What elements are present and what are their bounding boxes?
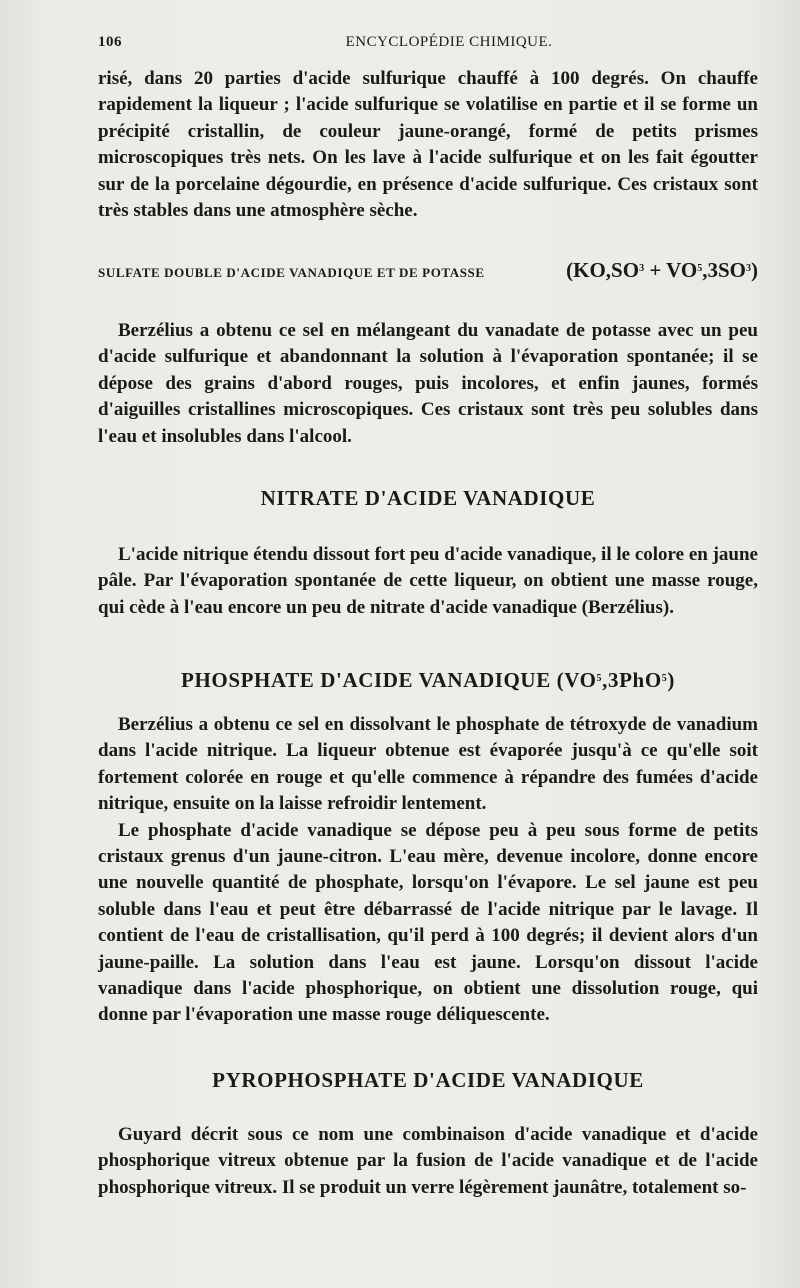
chemical-formula: $(VO^5,3PhO^5)$ <box>556 668 675 692</box>
section-heading-sulfate <box>98 258 758 283</box>
chemical-formula: $(KO,SO^3 + VO^5,3SO^3)$ <box>566 258 758 282</box>
section-title: SULFATE DOUBLE D'ACIDE VANADIQUE ET DE POTASSE <box>98 265 485 280</box>
paragraph-continuation <box>98 66 758 224</box>
running-title: ENCYCLOPÉDIE CHIMIQUE. <box>345 34 553 50</box>
section-body-nitrate <box>98 542 758 621</box>
section-body-sulfate <box>98 318 758 450</box>
page-number: 106 <box>98 34 122 50</box>
paragraph: Guyard décrit sous ce nom une combinaison d'acide vanadique et d'acide phosphorique vitreux obtenue par la fusion de l'acide vanadique et de l'acide phosphorique vitreux. Il se produit un verre légèrement jaunâtre, totalement so- <box>98 1124 758 1198</box>
section-heading-pyrophosphate: PYROPHOSPHATE D'ACIDE VANADIQUE <box>212 1068 644 1092</box>
paragraph: risé, dans 20 parties d'acide sulfurique chauffé à 100 degrés. On chauffe rapidement la liqueur ; l'acide sulfurique se volatilise en partie et il se forme un précipité cristallin, de couleur jaune-orangé, formé de petits prismes microscopiques très nets. On les lave à l'acide sulfurique et on les fait égoutter sur de la porcelaine dégourdie, en présence d'acide sulfurique. Ces cristaux sont très stables dans une atmosphère sèche. <box>98 68 758 222</box>
section-heading-phosphate <box>98 668 758 693</box>
paragraph: Berzélius a obtenu ce sel en dissolvant le phosphate de tétroxyde de vanadium dans l'acide nitrique. La liqueur obtenue est évaporée jusqu'à ce qu'elle soit fortement colorée en rouge et qu'elle commence à répandre des fumées d'acide nitrique, ensuite on la laisse refroidir lentement. <box>98 714 758 815</box>
paragraph: Le phosphate d'acide vanadique se dépose peu à peu sous forme de petits cristaux grenus d'un jaune-citron. L'eau mère, devenue incolore, donne encore une nouvelle quantité de phosphate, lorsqu'on l'évapore. Le sel jaune est peu soluble dans l'eau et peut être débarrassé de l'acide nitrique par le lavage. Il contient de l'eau de cristallisation, qu'il perd à 100 degrés; il devient alors d'un jaune-paille. La solution dans l'eau est jaune. Lorsqu'on dissout l'acide vanadique dans l'acide phosphorique, on obtient une dissolution rouge, qui donne par l'évaporation une masse rouge déliquescente. <box>98 819 758 1026</box>
section-body-phosphate <box>98 712 758 1029</box>
paragraph: L'acide nitrique étendu dissout fort peu d'acide vanadique, il le colore en jaune pâle. Par l'évaporation spontanée de cette liqueur, on obtient une masse rouge, qui cède à l'eau encore un peu de nitrate d'acide vanadique (Berzélius). <box>98 544 758 618</box>
paragraph: Berzélius a obtenu ce sel en mélangeant du vanadate de potasse avec un peu d'acide sulfurique et abandonnant la solution à l'évaporation spontanée; il se dépose des grains d'abord rouges, puis incolores, et enfin jaunes, formés d'aiguilles cristallines microscopiques. Ces cristaux sont très peu solubles dans l'eau et insolubles dans l'alcool. <box>98 320 758 447</box>
section-body-pyrophosphate <box>98 1122 758 1201</box>
section-heading-nitrate: NITRATE D'ACIDE VANADIQUE <box>260 486 596 510</box>
page-header <box>98 34 760 56</box>
section-title: PHOSPHATE D'ACIDE VANADIQUE <box>181 668 551 692</box>
